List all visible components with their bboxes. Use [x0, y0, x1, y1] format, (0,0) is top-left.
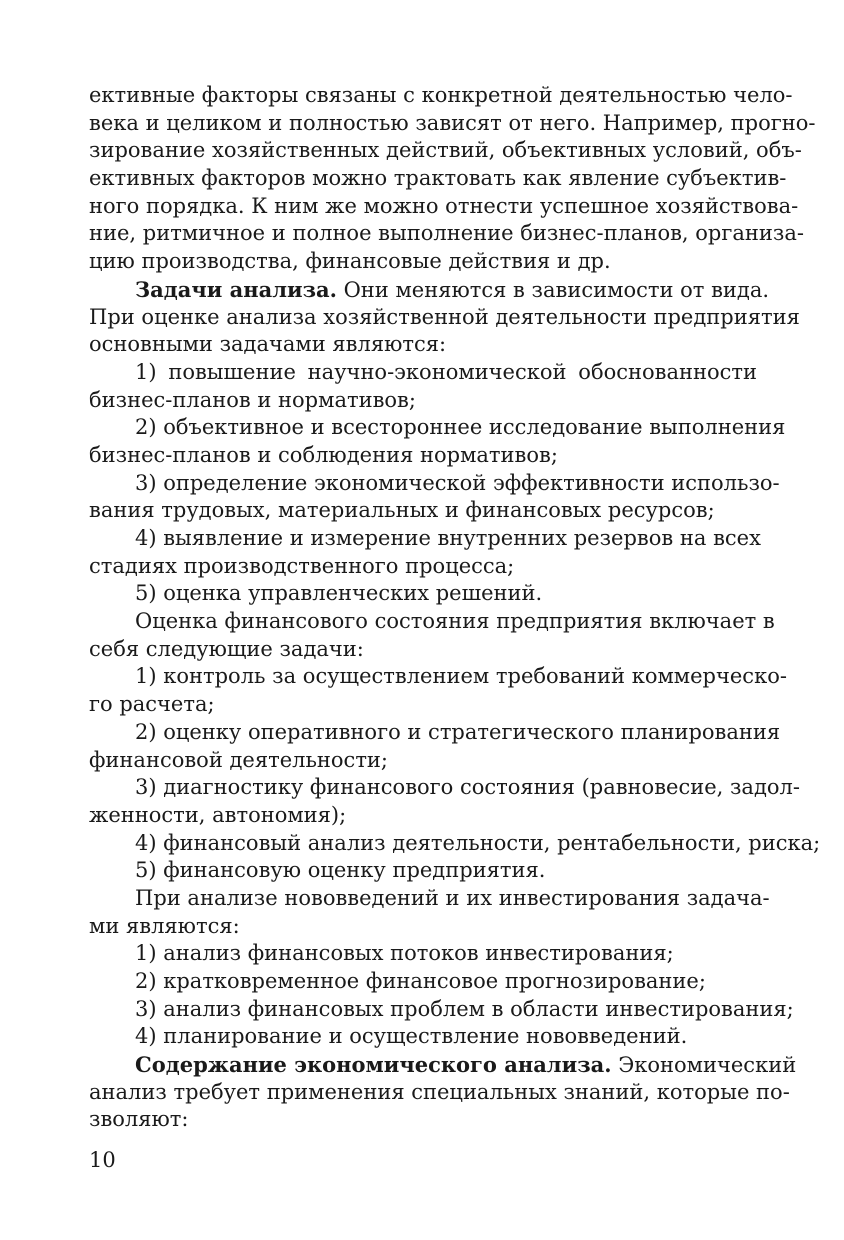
text-line: Оценка финансового состояния предприятия включает в — [135, 609, 775, 634]
text-line: анализ требует применения специальных знаний, которые по- — [89, 1079, 790, 1104]
text-line: зволяют: — [89, 1107, 189, 1132]
tasks-paragraph-first-line — [89, 276, 770, 304]
list-item: 1) повышение научно-экономической обоснованности — [135, 359, 757, 384]
text-line: основными задачами являются: — [89, 332, 447, 357]
tasks-heading: Задачи анализа. — [135, 276, 337, 302]
text-line: ективных факторов можно трактовать как явление субъектив- — [89, 166, 787, 191]
list-item-continuation: вания трудовых, материальных и финансовых ресурсов; — [89, 498, 715, 523]
list-item-continuation: бизнес-планов и нормативов; — [89, 387, 416, 412]
page-body — [89, 82, 821, 1134]
text-line: ми являются: — [89, 913, 240, 938]
content-paragraph-first-line — [89, 1051, 797, 1079]
text-line: ние, ритмичное и полное выполнение бизнес-планов, организа- — [89, 221, 804, 246]
list-item: 3) анализ финансовых проблем в области инвестирования; — [135, 996, 794, 1021]
list-item: 1) анализ финансовых потоков инвестирования; — [135, 941, 674, 966]
list-item: 4) финансовый анализ деятельности, рентабельности, риска; — [135, 830, 821, 855]
text-line: ективные факторы связаны с конкретной деятельностью чело- — [89, 83, 793, 107]
text-line: зирование хозяйственных действий, объективных условий, объ- — [89, 138, 802, 163]
list-item: 5) финансовую оценку предприятия. — [135, 858, 546, 883]
list-item: 4) планирование и осуществление нововведений. — [135, 1024, 688, 1049]
content-heading: Содержание экономического анализа. — [135, 1052, 612, 1078]
text-line: века и целиком и полностью зависят от него. Например, прогно- — [89, 110, 816, 135]
list-item: 3) диагностику финансового состояния (равновесие, задол- — [135, 775, 800, 800]
list-item: 2) кратковременное финансовое прогнозирование; — [135, 969, 706, 993]
list-item: 5) оценка управленческих решений. — [135, 581, 543, 606]
content-intro-rest: Экономический — [611, 1053, 797, 1078]
tasks-intro-rest: Они меняются в зависимости от вида. — [336, 277, 770, 302]
list-item: 4) выявление и измерение внутренних резервов на всех — [135, 526, 761, 550]
page-number: 10 — [89, 1148, 116, 1172]
list-item: 2) объективное и всестороннее исследование выполнения — [135, 415, 786, 440]
list-item-continuation: го расчета; — [89, 692, 215, 717]
text-line: При оценке анализа хозяйственной деятельности предприятия — [89, 304, 800, 329]
text-line: себя следующие задачи: — [89, 636, 364, 661]
list-item-continuation: стадиях производственного процесса; — [89, 553, 515, 578]
text-line: ного порядка. К ним же можно отнести успешное хозяйствова- — [89, 193, 799, 218]
list-item: 2) оценку оперативного и стратегического планирования — [135, 719, 781, 744]
list-item-continuation: женности, автономия); — [89, 802, 347, 827]
list-item: 3) определение экономической эффективности использо- — [135, 470, 780, 495]
list-item-continuation: бизнес-планов и соблюдения нормативов; — [89, 442, 558, 467]
text-line: При анализе нововведений и их инвестирования задача- — [135, 885, 770, 910]
list-item: 1) контроль за осуществлением требований коммерческо- — [135, 664, 787, 689]
text-line: цию производства, финансовые действия и др. — [89, 249, 611, 274]
list-item-continuation: финансовой деятельности; — [89, 747, 389, 772]
